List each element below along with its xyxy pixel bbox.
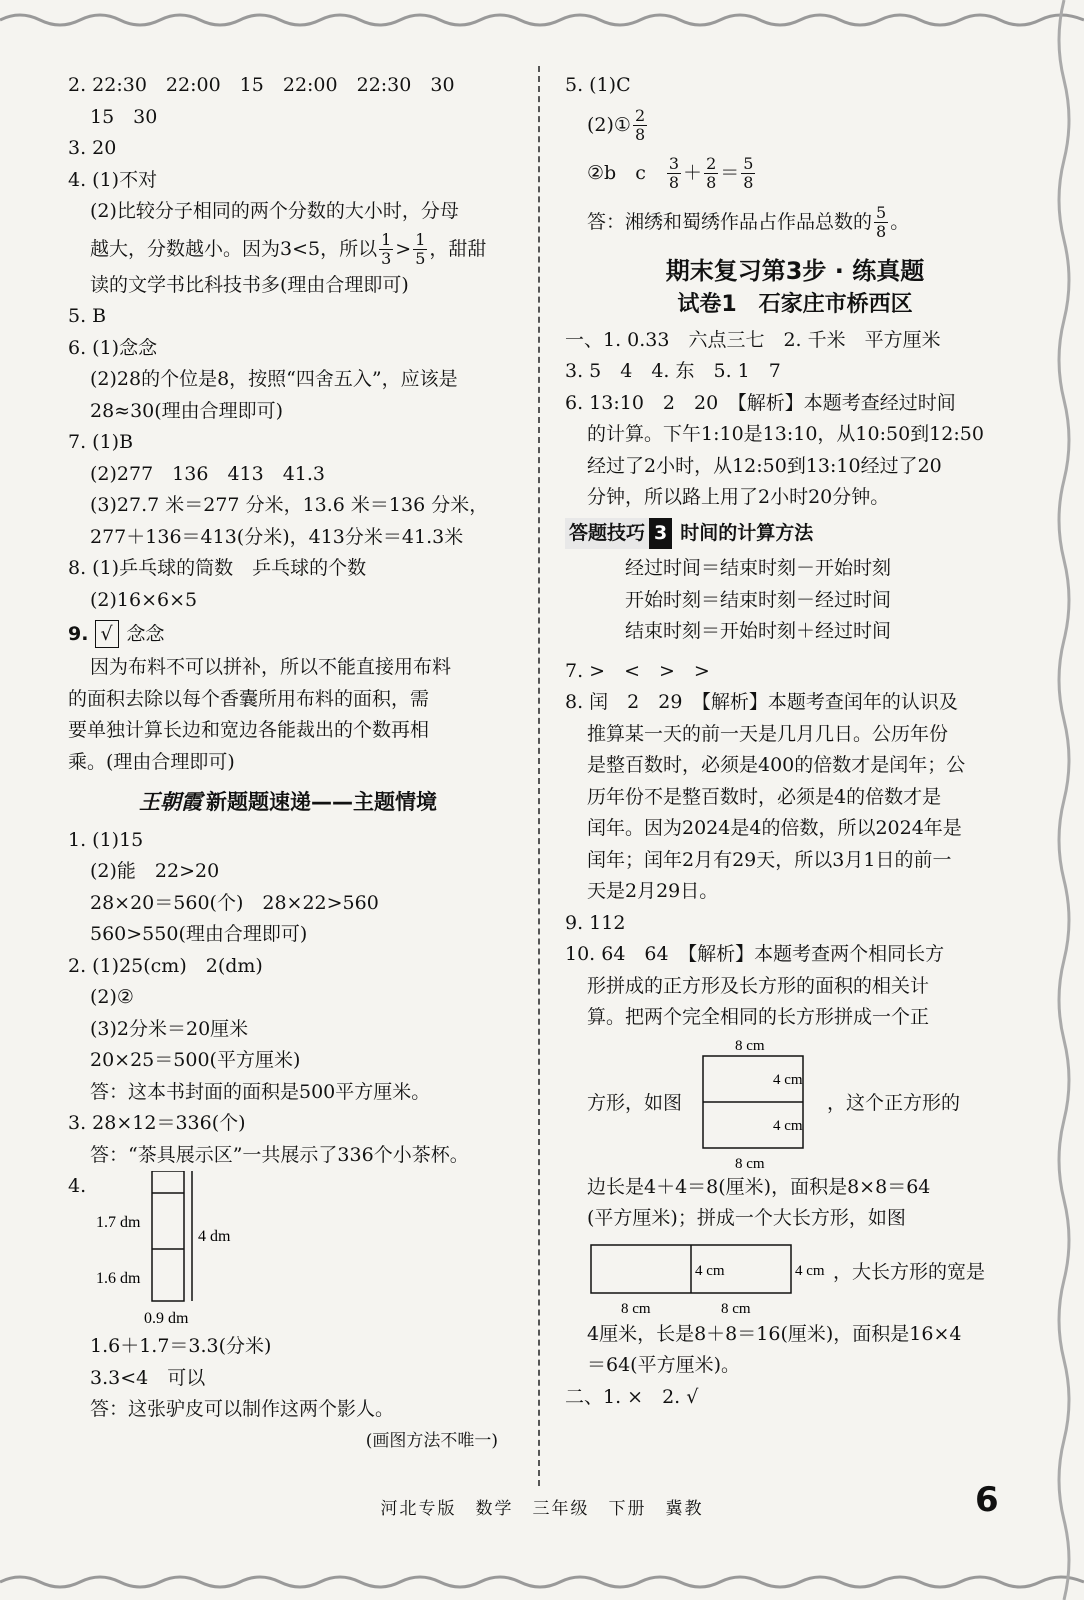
answer-line: 二、1. × 2. √ (565, 1385, 699, 1408)
label-top: 8 cm (735, 1037, 765, 1054)
section-title: 新题题速递——主题情境 (206, 790, 437, 814)
square-figure-line (565, 1034, 1025, 1172)
denominator: 8 (743, 173, 754, 192)
answer-line: 读的文学书比科技书多(理由合理即可) (90, 273, 409, 296)
text: ②b c (587, 161, 646, 184)
strip-rect (152, 1171, 184, 1301)
answer-line: (2)比较分子相同的两个分数的大小时，分母 (90, 200, 459, 222)
answer-line: 3. 5 4 4. 东 5. 1 7 (565, 360, 781, 382)
answer-line: 答：“茶具展示区”一共展示了336个小茶杯。 (90, 1143, 469, 1166)
column-divider (538, 66, 540, 1486)
note: (画图方法不唯一) (365, 1430, 498, 1451)
denominator: 8 (876, 222, 887, 241)
answer-line: 2. (1)25(cm) 2(dm) (68, 954, 263, 977)
answer-line: 3. 28×12＝336(个) (68, 1112, 246, 1134)
text: 。 (890, 210, 910, 233)
answer-line: (2)28的个位是8，按照“四舍五入”，应该是 (90, 368, 458, 390)
formula-line: 经过时间＝结束时刻－开始时刻 (625, 557, 892, 579)
answer-line: (2)② (90, 986, 134, 1008)
fraction (667, 155, 681, 192)
answer-line: 8. (1)乒乓球的筒数 乒乓球的个数 (68, 557, 367, 579)
text: > (395, 237, 412, 260)
label-bottom: 8 cm (735, 1155, 765, 1172)
decorative-wave-side (1024, 0, 1084, 1600)
answer-line: 3.3<4 可以 (90, 1366, 206, 1389)
text: 念念 (126, 623, 165, 645)
label-1-6-dm: 1.6 dm (96, 1270, 141, 1287)
answer-line-check (68, 616, 508, 652)
answer-line: (2)16×6×5 (90, 588, 198, 611)
answer-line: 4. (1)不对 (68, 168, 158, 191)
answer-line: 一、1. 0.33 六点三七 2. 千米 平方厘米 (565, 328, 941, 351)
text: ，这个正方形的 (827, 1091, 961, 1114)
answer-line: 闰年；闰年2月有29天，所以3月1日的前一 (587, 848, 952, 871)
text: 答：湘绣和蜀绣作品占作品总数的 (587, 210, 873, 233)
check-box: √ (95, 620, 119, 648)
tip-number: 3 (649, 518, 672, 550)
answer-line: 闰年。因为2024是4的倍数，所以2024年是 (587, 817, 962, 839)
answer-line: 是整百数时，必须是400的倍数才是闰年；公 (587, 754, 966, 776)
answer-line: (平方厘米)；拼成一个大长方形，如图 (587, 1207, 906, 1229)
answer-line: (3)2分米＝20厘米 (90, 1017, 249, 1040)
numerator: 2 (634, 106, 646, 125)
text: (2)① (587, 113, 631, 136)
fraction (633, 107, 647, 144)
section-title: 期末复习第3步 · 练真题 (665, 256, 925, 285)
fraction (704, 155, 718, 192)
brand-logo-text: 王朝霞 (139, 789, 202, 814)
answer-line: 7. > < > > (565, 659, 710, 682)
answer-line: 20×25＝500(平方厘米) (90, 1049, 301, 1071)
answer-line: 8. 闰 2 29 【解析】本题考查闰年的认识及 (565, 691, 958, 713)
answer-line-fraction (565, 198, 1025, 246)
label-bottom-left: 8 cm (621, 1300, 651, 1317)
denominator: 8 (668, 173, 680, 192)
answer-line: 28×20＝560(个) 28×22>560 (90, 891, 379, 914)
label-4-dm: 4 dm (198, 1228, 231, 1245)
label-1-7-dm: 1.7 dm (96, 1214, 141, 1231)
answer-line: 6. 13:10 2 20 【解析】本题考查经过时间 (565, 391, 956, 414)
answer-line: 推算某一天的前一天是几月几日。公历年份 (587, 722, 949, 745)
answer-line: 因为布料不可以拼补，所以不能直接用布料 (90, 656, 452, 678)
square-diagram (673, 1034, 823, 1172)
answer-line: 5. B (68, 305, 107, 327)
denominator: 3 (381, 249, 392, 268)
formula-line: 结束时刻＝开始时刻＋经过时间 (625, 620, 892, 642)
answer-line: 5. (1)C (565, 74, 631, 96)
label-right-upper: 4 cm (773, 1071, 803, 1088)
fraction (874, 204, 888, 241)
answer-line: 1. (1)15 (68, 828, 144, 851)
answer-line: 天是2月29日。 (587, 880, 719, 902)
label-side: 4 cm (795, 1262, 825, 1279)
left-column (68, 70, 508, 1457)
answer-line-fraction (565, 102, 1025, 148)
label-bottom-right: 8 cm (721, 1300, 751, 1317)
label-right-lower: 4 cm (773, 1117, 803, 1134)
answer-line: 3. 20 (68, 137, 117, 159)
answer-line: 4厘米，长是8＋8＝16(厘米)，面积是16×4 (587, 1322, 962, 1345)
fraction (741, 155, 755, 192)
numerator: 3 (668, 154, 680, 173)
fraction (413, 231, 427, 268)
answer-line: 历年份不是整百数时，必须是4的倍数才是 (587, 785, 942, 808)
answer-line: 答：这本书封面的面积是500平方厘米。 (90, 1080, 431, 1103)
denominator: 8 (634, 125, 646, 144)
text: ，大长方形的宽是 (833, 1260, 986, 1283)
decorative-wave-bottom (0, 1566, 1084, 1600)
answer-line: 1.6＋1.7＝3.3(分米) (90, 1335, 272, 1357)
answer-line: 277＋136＝413(分米)，413分米＝41.3米 (90, 525, 464, 548)
answer-line: 的面积去除以每个香囊所用布料的面积，需 (68, 687, 430, 710)
answer-line: 7. (1)B (68, 431, 134, 453)
answer-line: 2. 22:30 22:00 15 22:00 22:30 30 (68, 74, 455, 96)
answer-line: 10. 64 64 【解析】本题考查两个相同长方 (565, 943, 945, 965)
answer-line: 乘。(理由合理即可) (68, 750, 235, 773)
answer-line: 算。把两个完全相同的长方形拼成一个正 (587, 1006, 930, 1028)
figure-block (68, 1171, 508, 1331)
text: 越大，分数越小。因为3<5，所以 (90, 237, 378, 260)
answer-line: 形拼成的正方形及长方形的面积的相关计 (587, 974, 930, 997)
decorative-wave-top (0, 0, 1084, 34)
answer-line: 560>550(理由合理即可) (90, 923, 308, 945)
denominator: 5 (415, 249, 426, 268)
numerator: 2 (706, 154, 717, 173)
answer-line: (2)277 136 413 41.3 (90, 462, 326, 485)
text: 方形，如图 (587, 1091, 683, 1114)
answer-line: 4. (68, 1175, 87, 1197)
denominator: 8 (706, 173, 717, 192)
answer-line: (3)27.7 米＝277 分米，13.6 米＝136 分米， (90, 494, 489, 516)
exam-title: 试卷1 石家庄市桥西区 (677, 292, 913, 317)
label-0-9-dm: 0.9 dm (144, 1310, 189, 1327)
answer-line: 9. 112 (565, 911, 626, 934)
label-inner: 4 cm (695, 1262, 725, 1279)
answer-line-fraction (68, 228, 508, 270)
fraction (379, 231, 393, 268)
answer-line: ＝64(平方厘米)。 (587, 1354, 741, 1376)
numerator: 1 (381, 230, 392, 249)
answer-line: 的计算。下午1:10是13:10，从10:50到12:50 (587, 423, 984, 445)
page-number: 6 (975, 1480, 999, 1520)
section-heading (68, 786, 508, 819)
tip-header (565, 518, 1025, 550)
right-column (565, 70, 1025, 1413)
numerator: 1 (415, 230, 426, 249)
answer-line: 分钟，所以路上用了2小时20分钟。 (587, 486, 890, 508)
numerator: 5 (743, 154, 754, 173)
answer-line: 15 30 (90, 105, 158, 128)
numerator: 5 (876, 203, 887, 222)
answer-line: 28≈30(理由合理即可) (90, 399, 284, 422)
tip-label: 答题技巧 (565, 518, 649, 550)
answer-line: 6. (1)念念 (68, 336, 158, 359)
tip-title: 时间的计算方法 (680, 521, 814, 544)
text: ，甜甜 (429, 237, 487, 260)
answer-line-fraction: ②b c $\frac{3}{8}$ ＋ $\frac{2}{8}$ ＝ $\frac{5}{8}$ (587, 154, 754, 192)
rectangle-figure-line (565, 1235, 1025, 1319)
formula-line: 开始时刻＝结束时刻－经过时间 (625, 588, 892, 611)
answer-line: 答：这张驴皮可以制作这两个影人。 (90, 1398, 395, 1420)
answer-line: (2)能 22>20 (90, 860, 220, 882)
footer-info: 河北专版 数学 三年级 下册 冀教 (380, 1499, 704, 1519)
answer-line: 要单独计算长边和宽边各能裁出的个数再相 (68, 719, 430, 741)
rectangle-diagram (581, 1235, 831, 1319)
answer-line: 边长是4＋4＝8(厘米)，面积是8×8＝64 (587, 1175, 931, 1198)
answer-line: 经过了2小时，从12:50到13:10经过了20 (587, 454, 942, 477)
question-number: 9. (68, 623, 89, 645)
shadow-puppet-diagram (68, 1171, 328, 1331)
